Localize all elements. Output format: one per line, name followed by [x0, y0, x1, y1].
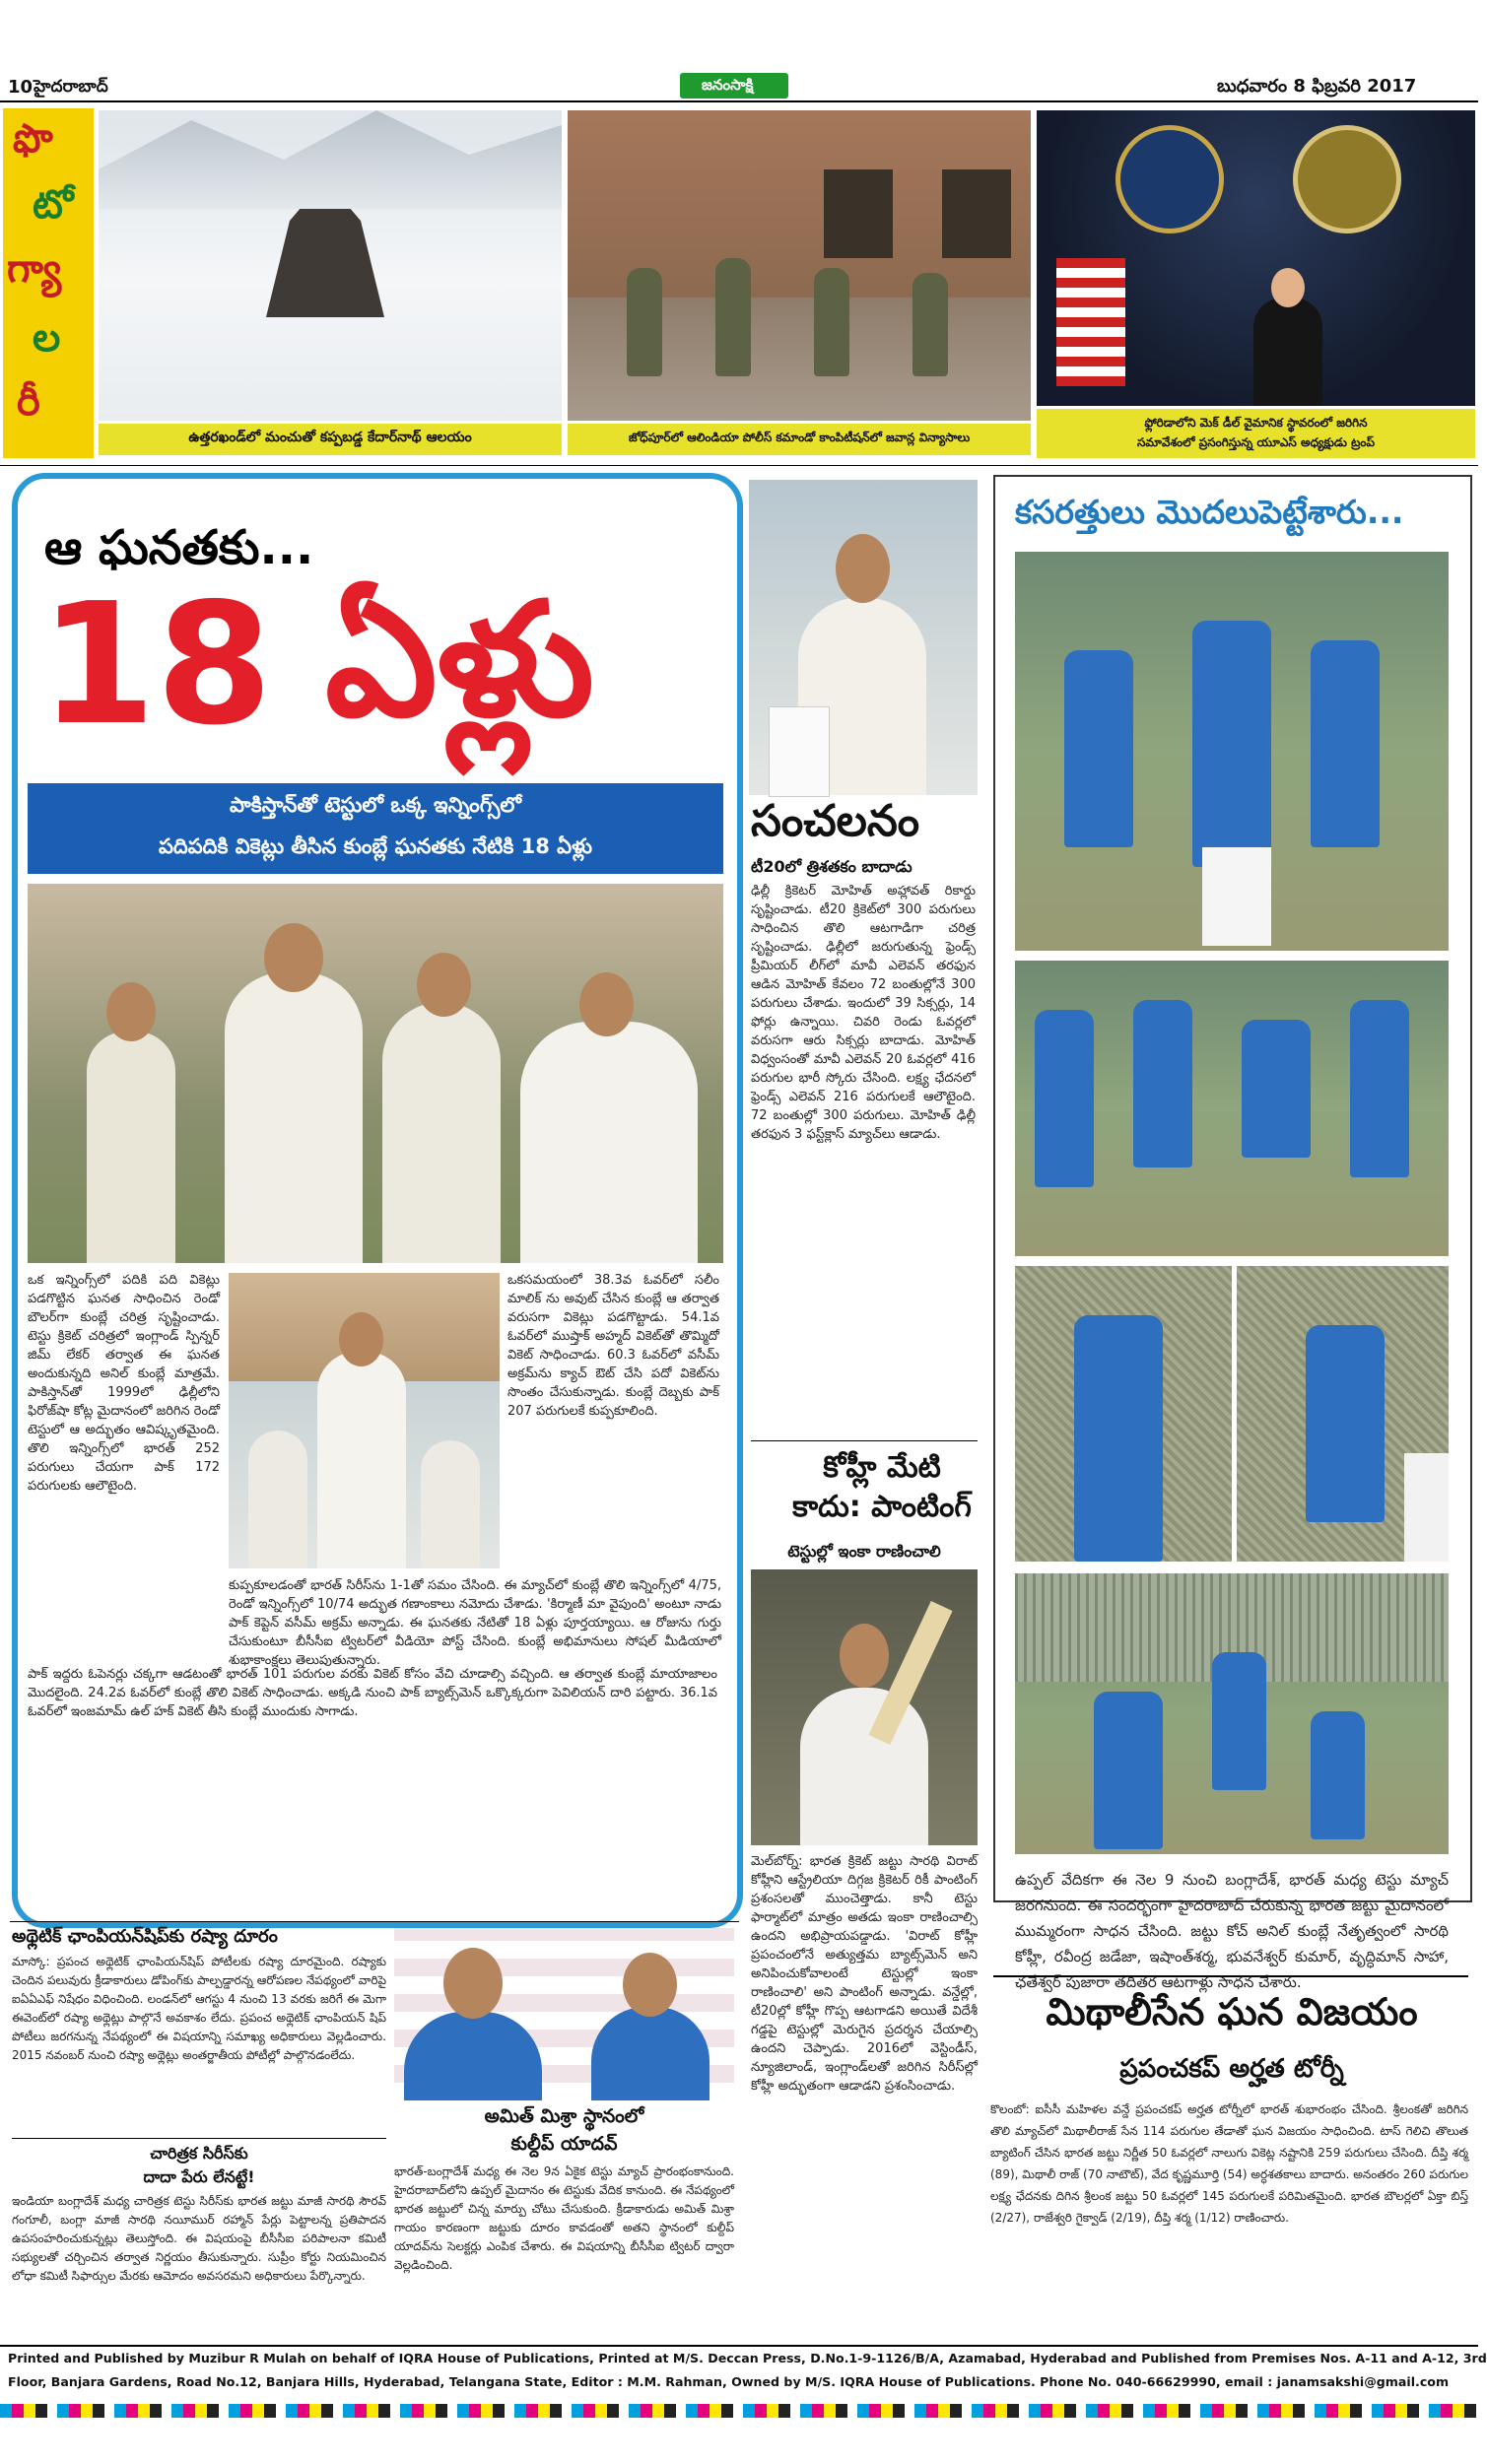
lead-kicker: ఆ ఘనతకు... [44, 520, 314, 575]
player-head [443, 1948, 503, 2019]
player-head [106, 982, 156, 1041]
column-rule [12, 2138, 386, 2139]
athletics-headline: అథ్లెటిక్‌ ఛాంపియన్‌షిప్‌కు రష్యా దూరం [12, 1926, 278, 1947]
training-headline: కసరత్తులు మొదలుపెట్టేశారు... [1015, 493, 1404, 531]
kumble-celebration-photo [28, 884, 723, 1263]
kohli-headline: కోహ్లీ మేటి కాదు: పాంటింగ్‌ [792, 1450, 972, 1524]
player-head [623, 1953, 677, 2017]
soldier-figure [912, 273, 948, 376]
soldier-figure [814, 268, 849, 376]
speaker-figure [1253, 298, 1322, 406]
gallery-label-char: ఫొ [13, 116, 53, 162]
city-label: హైదరాబాద్ [34, 77, 108, 97]
lead-number: 18 [39, 567, 273, 763]
ganguly-body: ఇండియా బంగ్లాదేశ్‌ మధ్య చారిత్రక టెస్టు సిరీస్‌కు భారత జట్టు మాజీ సారథి సౌరవ్‌ గంగూలీ, బంగ్లా మాజీ సారథి నయీముర్‌ రహ్మాన్‌ పేర్లు పెట్టాలన్న ప్రతిపాదన ఉపసంహరించుకున్నట్లు తెలుస్తోంది. ఈ విషయంపై బీసీసీఐ పరిపాలనా కమిటీ సభ్యులతో చర్చించిన తర్వాత నిర్ణయం తీసుకున్నారు. సుప్రీం కోర్టు నియమించిన లోధా కమిటీ సిఫార్సుల మేరకు ఆమోదం అవసరమని అధికారులు పేర్కొన్నారు. [12, 2194, 386, 2283]
kohli-photo [751, 1569, 978, 1845]
gallery-caption [1037, 409, 1475, 458]
mishra-kuldeep-photo [394, 1928, 734, 2100]
profile-subhead: టీ20లో త్రిశతకం బాదాడు [751, 857, 912, 876]
player-figure [317, 1352, 406, 1568]
gallery-caption [99, 424, 562, 455]
mithali-body: కొలంబో: ఐసీసీ మహిళల వన్డే ప్రపంచకప్‌ అర్హత టోర్నీలో భారత్‌ శుభారంభం చేసింది. శ్రీలంకతో జరిగిన తొలి మ్యాచ్‌లో మిథాలీరాజ్‌ సేన 114 పరుగుల తేడాతో ఘన విజయం సాధించింది. టాస్‌ గెలిచి తొలుత బ్యాటింగ్‌ చేసిన భారత జట్టు నిర్ణీత 50 ఓవర్లలో నాలుగు వికెట్ల నష్టానికి 259 పరుగులు చేసింది. దీప్తి శర్మ (89), మిథాలీ రాజ్‌ (70 నాటౌట్‌), వేద కృష్ణమూర్తి (54) అర్ధశతకాలు బాదారు. అనంతరం 260 పరుగుల లక్ష్య ఛేదనకు దిగిన శ్రీలంక జట్టు 50 ఓవర్లలో 145 పరుగులకే పరిమితమైంది. భారత బౌలర్లలో ఏక్తా బిస్త్‌ (2/27), రాజేశ్వరి గైక్వాడ్‌ (2/19), దీప్తి శర్మ (1/12) రాణించారు. [990, 2102, 1468, 2225]
mohit-photo [749, 480, 978, 795]
lead-deck-line: పదిపదికి వికెట్లు తీసిన కుంబ్లే ఘనతకు నేటికి 18 ఏళ్లు [158, 834, 593, 858]
mishra-body: భారత్‌-బంగ్లాదేశ్‌ మధ్య ఈ నెల 9న ఏకైక టెస్టు మ్యాచ్‌ ప్రారంభంకానుంది. హైదరాబాద్‌లోని ఉప్పల్‌ మైదానం ఈ టెస్టుకు వేదిక కానుంది. ఈ నేపథ్యంలో భారత జట్టులో చిన్న మార్పు చోటు చేసుకుంది. క్రీడాకారుడు అమిత్‌ మిశ్రా గాయం కారణంగా జట్టుకు దూరం కావడంతో అతని స్థానంలో కుల్దీప్‌ యాదవ్‌ను సెలక్టర్లు ఎంపిక చేశారు. ఈ విషయాన్ని బీసీసీఐ ట్విటర్‌ ద్వారా వెల్లడించింది. [394, 2164, 734, 2272]
player-figure [1133, 1000, 1192, 1167]
player-figure [87, 1032, 175, 1263]
profile-body: ఢిల్లీ క్రికెటర్‌ మోహిత్‌ అహ్లావత్‌ రికార్డు సృష్టించాడు. టీ20 క్రికెట్‌లో 300 పరుగులు సాధించిన తొలి ఆటగాడిగా చరిత్ర సృష్టించాడు. ఢిల్లీలో జరుగుతున్న ఫ్రెండ్స్‌ ప్రీమియర్‌ లీగ్‌లో మావీ ఎలెవన్‌ తరఫున ఆడిన మోహిత్‌ కేవలం 72 బంతుల్లోనే 300 పరుగులు చేశాడు. ఇందులో 39 సిక్సర్లు, 14 ఫోర్లు ఉన్నాయి. చివరి రెండు ఓవర్లలో వరుసగా ఆరు సిక్సర్లు బాదాడు. మోహిత్‌ విధ్వంసంతో మావీ ఎలెవన్‌ 20 ఓవర్లలో 416 పరుగుల భారీ స్కోరు చేసింది. లక్ష్య ఛేదనలో ఫ్రెండ్స్‌ ఎలెవన్‌ 216 పరుగులకే ఆలౌటైంది. 72 బంతుల్లో 300 పరుగులు. మోహిత్‌ ఢిల్లీ తరఫున 3 ఫస్ట్‌క్లాస్‌ మ్యాచ్‌లు ఆడాడు. [751, 884, 976, 1142]
mithali-subhead: ప్రపంచకప్‌ అర్హత టోర్నీ [1119, 2054, 1344, 2084]
speaker-head [1271, 268, 1305, 307]
player-figure [1350, 1000, 1409, 1177]
lead-deck [28, 783, 723, 874]
profile-headline: సంచలనం [751, 796, 920, 846]
imprint-line: Floor, Banjara Gardens, Road No.12, Banjara Hills, Hyderabad, Telangana State, Editor : M.M. Rahman, Owned by M/S. IQRA House of Publications. Phone No. 040-66629990, email : janamsakshi@gmail.com [8, 2374, 1450, 2389]
footer-rule [0, 2345, 1478, 2347]
us-flag [1056, 258, 1125, 386]
issue-date: బుధవారం 8 ఫిబ్రవరి 2017 [1217, 76, 1417, 97]
player-figure [1404, 1453, 1449, 1562]
gallery-label-char: రీ [17, 379, 40, 425]
player-figure [1311, 1711, 1365, 1839]
player-figure [1212, 1652, 1266, 1790]
player-head [836, 534, 890, 603]
player-figure [248, 1431, 307, 1568]
player-figure [1242, 1020, 1311, 1158]
player-figure [404, 2012, 542, 2100]
lead-body-col2: ఒకసమయంలో 38.3వ ఓవర్‌లో సలీం మాలిక్‌ ను అవుట్‌ చేసిన కుంబ్లే ఆ తర్వాత వరుసగా వికెట్లు పడగొట్టాడు. 54.1వ ఓవర్‌లో ముష్తాక్‌ అహ్మద్‌ వికెట్‌తో తొమ్మిదో వికెట్‌ సాధించాడు. 60.3 ఓవర్‌లో వసీమ్‌ అక్రమ్‌ను క్యాచ్‌ ఔట్‌ చేసి పదో వికెట్‌ను సొంతం చేసుకున్నాడు. కుంబ్లే దెబ్బకు పాక్‌ 207 పరుగులకే కుప్పకూలింది. [507, 1273, 719, 1419]
pads [1202, 847, 1271, 946]
lead-body-col3: కుప్పకూలడంతో భారత్‌ సిరీస్‌ను 1-1తో సమం చేసింది. ఈ మ్యాచ్‌లో కుంబ్లే తొలి ఇన్నింగ్స్‌లో 4/75, రెండో ఇన్నింగ్స్‌లో 10/74 అద్భుత గణాంకాలు నమోదు చేశాడు. 'కిర్మాణీ మా వైపుంది' అంటూ నాడు పాక్‌ కెప్టెన్‌ వసీమ్‌ అక్రమ్‌ అన్నాడు. ఈ ఘనతకు నేటితో 18 ఏళ్లు పూర్తయ్యాయి. ఆ రోజును గుర్తు చేసుకుంటూ బీసీసీఐ ట్విటర్‌లో వీడియో పోస్ట్‌ చేసింది. కుంబ్లే అభిమానులు సోషల్‌ మీడియాలో శుభాకాంక్షలు తెలుపుతున్నారు. [229, 1578, 721, 1668]
mishra-headline: కుల్దీప్‌ యాదవ్‌ [510, 2133, 618, 2155]
soldier-figure [627, 268, 662, 376]
training-photo-3 [1015, 1266, 1232, 1562]
player-head [339, 1312, 383, 1366]
player-figure [1074, 1315, 1163, 1562]
gallery-label-char: టో [33, 182, 74, 228]
lead-body-col4: పాక్‌ ఇద్దరు ఓపెనర్లు చక్కగా ఆడటంతో భారత్‌ 101 పరుగుల వరకు వికెట్‌ కోసం వేచి చూడాల్సి వచ్చింది. ఆ తర్వాత కుంబ్లే మాయాజాలం మొదలైంది. 24.2వ ఓవర్‌లో కుంబ్లే తొలి వికెట్‌ సాధించాడు. అక్కడి నుంచి పాక్‌ బ్యాట్స్‌మెన్‌ ఒక్కొక్కరుగా పెవిలియన్‌ దారి పట్టారు. 36.1వ ఓవర్‌లో ఇంజమామ్‌ ఉల్‌ హక్‌ వికెట్‌ తీసి కుంబ్లే ముందుకు సాగాడు. [28, 1667, 717, 1719]
mountain-shape [99, 110, 562, 209]
trump-photo [1037, 110, 1475, 406]
player-figure [225, 972, 363, 1263]
kedarnath-photo [99, 110, 562, 421]
section-rule [0, 465, 1478, 466]
gallery-caption-text: ఫ్లోరిడాలోని మెక్‌ డీల్‌ వైమానిక స్థావరంలో జరిగిన సమావేశంలో ప్రసంగిస్తున్న యూఎస్‌ అధ్యక్షుడు ట్రంప్‌ [1136, 416, 1376, 449]
window [942, 169, 1011, 258]
lead-body-col1: ఒక ఇన్నింగ్స్‌లో పదికి పది వికెట్లు పడగొట్టిన ఘనత సాధించిన రెండో బౌలర్‌గా కుంబ్లే చరిత్ర సృష్టించాడు. టెస్టు క్రికెట్‌ చరిత్రలో ఇంగ్లాండ్‌ స్పిన్నర్‌ జిమ్‌ లేకర్‌ తర్వాత ఈ ఘనత అందుకున్నది అనిల్‌ కుంబ్లే మాత్రమే. పాకిస్తాన్‌తో 1999లో ఢిల్లీలోని ఫిరోజ్‌షా కోట్ల మైదానంలో జరిగిన రెండో టెస్టులో ఆ అద్భుతం ఆవిష్కృతమైంది. తొలి ఇన్నింగ్స్‌లో భారత్‌ 252 పరుగులు చేయగా పాక్‌ 172 పరుగులకు ఆలౌటైంది. [28, 1273, 220, 1494]
gallery-caption-text: జోధ్‌పూర్‌లో ఆలిండియా పోలీస్‌ కమాండో కాంపిటీషన్‌లో జవాన్ల విన్యాసాలు [628, 431, 971, 444]
player-figure [382, 1002, 501, 1263]
gallery-label-char: ల [33, 315, 61, 361]
paper-name: జనంసాక్షి [702, 76, 754, 94]
player-figure [1064, 650, 1133, 847]
central-command-seal [1115, 125, 1224, 233]
player-head [579, 972, 634, 1036]
training-photo-2 [1015, 961, 1449, 1256]
mishra-headline: అమిత్‌ మిశ్రా స్థానంలో [484, 2105, 644, 2127]
column-rule [751, 1440, 978, 1441]
imprint-line: Printed and Published by Muzibur R Mulah on behalf of IQRA House of Publications, Printed at M/S. Deccan Press, D.No.1-9-1126/B/A, Azamabad, Hyderabad and Published from Premises Nos. A-11 and A-12, 3rd [8, 2351, 1487, 2365]
training-caption: ఉప్పల్‌ వేదికగా ఈ నెల 9 నుంచి బంగ్లాదేశ్‌, భారత్‌ మధ్య టెస్టు మ్యాచ్‌ జరగనుంది. ఈ సందర్భంగా హైదరాబాద్‌ చేరుకున్న భారత జట్టు మైదానంలో ముమ్మరంగా సాధన చేసింది. జట్టు కోచ్‌ అనిల్‌ కుంబ్లే నేతృత్వంలో సారథి కోహ్లీ, రవీంద్ర జడేజా, ఇషాంత్‌శర్మ, భువనేశ్వర్‌ కుమార్‌, వృద్ధిమాన్‌ సాహా, ఛతేశ్వర్‌ పుజారా తదితర ఆటగాళ్లు సాధన చేశారు. [1015, 1871, 1449, 1991]
soldier-figure [715, 258, 751, 376]
player-figure [591, 2007, 710, 2100]
color-registration-bar [0, 2404, 1478, 2418]
pads [769, 706, 830, 797]
training-photo-4 [1237, 1266, 1449, 1562]
player-figure [1311, 640, 1380, 847]
ganguly-headline: చారిత్రక సిరీస్‌కు [150, 2144, 248, 2163]
gallery-caption [568, 424, 1031, 455]
player-figure [1192, 621, 1271, 867]
lead-deck-line: పాకిస్తాన్‌తో టెస్టులో ఒక్క ఇన్నింగ్స్‌లో [230, 793, 521, 817]
window [824, 169, 893, 258]
ganguly-headline: దాదా పేరు లేనట్టే! [143, 2167, 255, 2186]
lead-word: ఏళ్లు [325, 567, 595, 752]
player-figure [1035, 1010, 1094, 1187]
player-figure [520, 1022, 698, 1263]
player-figure [800, 1688, 928, 1845]
kumble-shoulder-photo [229, 1273, 500, 1568]
player-head [417, 953, 471, 1017]
player-figure [1306, 1325, 1385, 1522]
kohli-body: మెల్‌బోర్న్‌: భారత క్రికెట్‌ జట్టు సారథి విరాట్‌ కోహ్లీని ఆస్ట్రేలియా దిగ్గజ క్రికెటర్‌ రికీ పాంటింగ్‌ ప్రశంసలతో ముంచెత్తాడు. కానీ టెస్టు ఫార్మాట్‌లో మాత్రం అతడు ఇంకా రాణించాల్సి ఉందని అభిప్రాయపడ్డాడు. 'విరాట్‌ కోహ్లీ ప్రపంచంలోనే అత్యుత్తమ బ్యాట్స్‌మెన్‌ అని అనిపించుకోవాలంటే టెస్టుల్లో ఇంకా రాణించాలి' అని పాంటింగ్‌ అన్నాడు. వన్డేల్లో, టీ20ల్లో కోహ్లీ గొప్ప ఆటగాడని అయితే విదేశీ గడ్డపై టెస్టుల్లో మెరుగైన ప్రదర్శన చేయాల్సి ఉందని చెప్పాడు. 2016లో వెస్టిండీస్‌, న్యూజిలాండ్‌, ఇంగ్లాండ్‌లతో జరిగిన సిరీస్‌ల్లో కోహ్లీ అద్భుతంగా ఆడాడని ప్రశంసించాడు. [751, 1854, 978, 2094]
mithali-headline: మిథాలీసేన ఘన విజయం [1046, 1990, 1418, 2033]
page-number: 10 [8, 77, 34, 98]
athletics-body: మాస్కో: ప్రపంచ అథ్లెటిక్‌ ఛాంపియన్‌షిప్‌ పోటీలకు రష్యా దూరమైంది. రష్యాకు చెందిన పలువురు క్రీడాకారులు డోపింగ్‌కు పాల్పడ్డారన్న ఆరోపణల నేపథ్యంలో వారిపై ఐఏఏఎఫ్‌ నిషేధం విధించింది. లండన్‌లో ఆగస్టు 4 నుంచి 13 వరకు జరిగే ఈ మెగా ఈవెంట్‌లో రష్యా అథ్లెట్లు పాల్గొనే అవకాశం లేదు. ప్రపంచ అథ్లెటిక్‌ ఛాంపియన్‌ షిప్‌ పోటీలు జరగనున్న నేపథ్యంలో ఈ విషయాన్ని సమాఖ్య అధికారులు వెల్లడించారు. 2015 నవంబర్‌ నుంచి రష్యా అథ్లెట్లు అంతర్జాతీయ పోటీల్లో పాల్గొనడంలేదు. [12, 1955, 386, 2062]
masthead-rule [0, 100, 1478, 102]
gallery-label [3, 108, 94, 458]
special-ops-seal [1293, 125, 1401, 233]
player-figure [1094, 1692, 1163, 1849]
player-head [264, 923, 323, 992]
player-head [840, 1624, 889, 1688]
training-photo-5 [1015, 1573, 1449, 1854]
section-rule [10, 1921, 739, 1922]
gallery-caption-text: ఉత్తరఖండ్‌లో మంచుతో కప్పబడ్డ కేదార్‌నాథ్‌ ఆలయం [188, 430, 472, 445]
gallery-label-char: గ్యా [7, 246, 62, 292]
masthead [0, 0, 1478, 99]
paper-logo [680, 73, 788, 99]
commando-photo [568, 110, 1031, 421]
training-photo-1 [1015, 552, 1449, 951]
player-figure [421, 1440, 480, 1568]
kohli-subhead: టెస్టుల్లో ఇంకా రాణించాలి [787, 1542, 941, 1561]
